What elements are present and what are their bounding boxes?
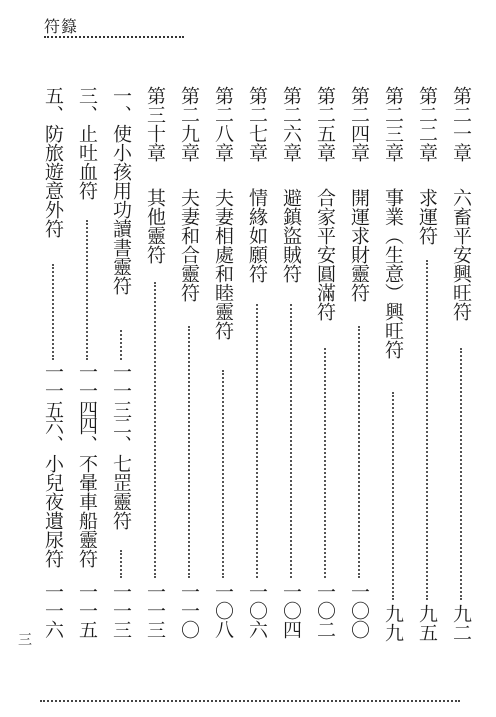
toc-entry-30	[144, 86, 166, 676]
chapter-number: 第二六章	[280, 86, 302, 162]
leader-dots	[324, 348, 326, 578]
chapter-number: 第二二章	[416, 86, 438, 162]
leader-dots	[120, 330, 122, 360]
page-ref: 一一五	[42, 362, 64, 419]
page-ref: 九二	[450, 604, 472, 642]
chapter-title: 避鎮盜賊符	[280, 188, 302, 283]
page-ref: 一〇六	[246, 582, 268, 639]
chapter-title: 情緣如願符	[246, 188, 268, 283]
chapter-number: 第三十章	[144, 86, 166, 162]
chapter-title: 開運求財靈符	[348, 188, 370, 302]
chapter-title: 其他靈符	[144, 188, 166, 264]
chapter-title: 六畜平安興旺符	[450, 188, 472, 321]
page-ref: 一一三	[110, 362, 132, 419]
header-title: 符籙	[44, 17, 79, 36]
page-ref: 一〇〇	[348, 582, 370, 639]
table-of-contents	[40, 86, 472, 676]
chapter-number: 第二一章	[450, 86, 472, 162]
toc-entry-21	[450, 86, 472, 676]
leader-dots	[460, 348, 462, 600]
page-ref: 一一三	[110, 582, 132, 639]
subentry-title: 四、不暈車船靈符	[76, 416, 98, 568]
page-ref: 九五	[416, 604, 438, 642]
chapter-number: 第二五章	[314, 86, 336, 162]
subentry-title: 一、使小孩用功讀書靈符	[110, 86, 132, 295]
toc-entry-29	[178, 86, 200, 676]
chapter-number: 第二九章	[178, 86, 200, 162]
leader-dots	[256, 304, 258, 578]
page-ref: 一一三	[144, 582, 166, 639]
chapter-number: 第二三章	[382, 86, 404, 162]
page-ref: 一一六	[42, 582, 64, 639]
toc-entry-23	[382, 86, 404, 676]
leader-dots	[290, 304, 292, 578]
leader-dots	[86, 220, 88, 360]
toc-entry-24	[348, 86, 370, 676]
page-ref: 一〇二	[314, 582, 336, 639]
leader-dots	[120, 550, 122, 578]
chapter-title: 事業︵生意︶興旺符	[382, 188, 404, 359]
chapter-title: 夫妻相處和睦靈符	[212, 188, 234, 340]
leader-dots	[154, 282, 156, 578]
toc-entry-27	[246, 86, 268, 676]
subentry-title: 三、止吐血符	[76, 86, 98, 200]
subentry-title: 五、防旅遊意外符	[42, 86, 64, 238]
header-divider	[44, 36, 184, 38]
chapter-number: 第二四章	[348, 86, 370, 162]
toc-entry-26	[280, 86, 302, 676]
chapter-title: 合家平安圓滿符	[314, 188, 336, 321]
toc-entry-28	[212, 86, 234, 676]
page-ref: 一一四	[76, 362, 98, 419]
chapter-number: 第二七章	[246, 86, 268, 162]
chapter-number: 第二八章	[212, 86, 234, 162]
toc-subentries-1	[110, 86, 132, 676]
subentry-title: 二、七罡靈符	[110, 416, 132, 530]
leader-dots	[426, 260, 428, 600]
toc-entry-25	[314, 86, 336, 676]
leader-dots	[222, 370, 224, 578]
leader-dots	[52, 264, 54, 360]
chapter-title: 夫妻和合靈符	[178, 188, 200, 302]
footer-divider	[40, 700, 460, 702]
toc-entry-22	[416, 86, 438, 676]
page-ref: 九九	[382, 604, 404, 642]
toc-subentries-3	[42, 86, 64, 676]
leader-dots	[188, 326, 190, 578]
toc-subentries-2	[76, 86, 98, 676]
leader-dots	[392, 392, 394, 600]
chapter-title: 求運符	[416, 188, 438, 245]
leader-dots	[358, 326, 360, 578]
page-number: 三	[16, 632, 32, 646]
subentry-title: 六、小兒夜遺尿符	[42, 416, 64, 568]
page-ref: 一一五	[76, 582, 98, 639]
page-ref: 一一〇	[178, 582, 200, 639]
page-ref: 一〇四	[280, 582, 302, 639]
page-ref: 一〇八	[212, 582, 234, 639]
